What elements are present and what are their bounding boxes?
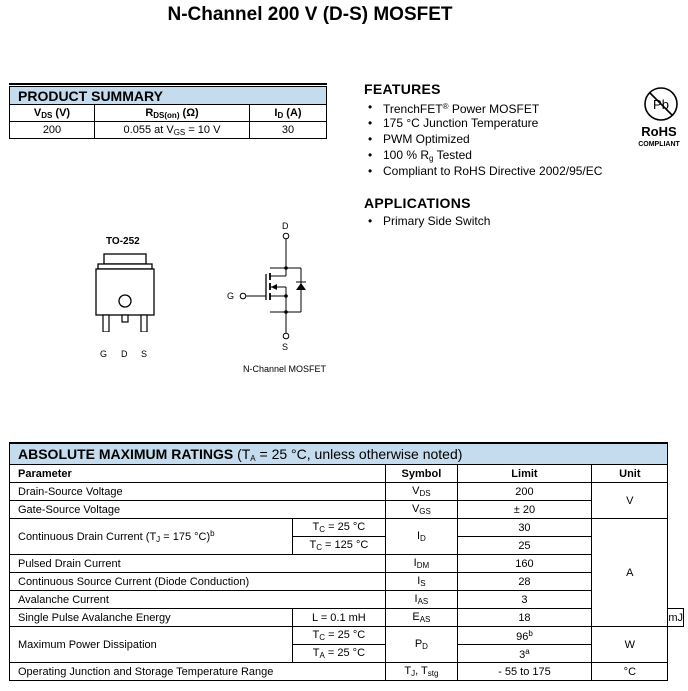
table-cell: Continuous Source Current (Diode Conduction) bbox=[10, 573, 386, 591]
table-row bbox=[10, 663, 684, 681]
table-cell: V bbox=[592, 483, 668, 519]
table-cell: - 55 to 175 bbox=[457, 663, 592, 681]
table-cell: $I_{AS}$ bbox=[386, 591, 457, 609]
table-cell: 160 bbox=[457, 555, 592, 573]
applications-heading: APPLICATIONS bbox=[364, 195, 471, 211]
gate-label: G bbox=[227, 291, 235, 301]
col-parameter: Parameter bbox=[10, 465, 386, 483]
table-cell: $P_D$ bbox=[386, 627, 457, 663]
absolute-maximum-ratings-table bbox=[9, 442, 684, 681]
pb-logo-text: Pb bbox=[653, 97, 669, 112]
table-row bbox=[10, 591, 684, 609]
table-row bbox=[10, 573, 684, 591]
table-cell: Operating Junction and Storage Temperature Range bbox=[10, 663, 386, 681]
summary-top-rule bbox=[9, 83, 327, 85]
package-name: TO-252 bbox=[106, 236, 140, 247]
table-row bbox=[10, 501, 684, 519]
table-cell: $E_{AS}$ bbox=[386, 609, 457, 627]
table-cell: 3 bbox=[457, 591, 592, 609]
table-cell: 96$^b$ bbox=[457, 627, 592, 645]
applications-list bbox=[364, 213, 490, 229]
table-cell: °C bbox=[592, 663, 668, 681]
table-cell: W bbox=[592, 627, 668, 663]
table-cell: Continuous Drain Current ($T_J = 175$ °C)$^b$ bbox=[10, 519, 293, 555]
table-cell: Avalanche Current bbox=[10, 591, 386, 609]
table-row bbox=[10, 627, 684, 645]
feature-item: • Compliant to RoHS Directive 2002/95/EC bbox=[364, 163, 602, 179]
table-cell: 3$^a$ bbox=[457, 645, 592, 663]
table-cell: 200 bbox=[457, 483, 592, 501]
mosfet-schematic-icon bbox=[238, 232, 318, 344]
table-cell: $T_J$, $T_{stg}$ bbox=[386, 663, 457, 681]
table-cell: A bbox=[592, 519, 668, 627]
pin-s-label: S bbox=[141, 349, 148, 359]
schematic-caption: N-Channel MOSFET bbox=[243, 364, 327, 374]
col-rds: $R_{DS(on)}$ (Ω) bbox=[95, 105, 250, 122]
vds-value: 200 bbox=[10, 122, 95, 139]
features-list bbox=[364, 99, 602, 179]
rds-value: 0.055 at $V_{GS} = 10$ V bbox=[95, 122, 250, 139]
feature-item: • PWM Optimized bbox=[364, 131, 602, 147]
table-row bbox=[10, 555, 684, 573]
rohs-compliant: COMPLIANT bbox=[638, 141, 680, 148]
table-row bbox=[10, 519, 684, 537]
features-heading: FEATURES bbox=[364, 81, 441, 97]
amr-heading: ABSOLUTE MAXIMUM RATINGS ($T_A = 25$ °C, unless otherwise noted) bbox=[10, 443, 668, 465]
table-cell: $T_C = 125$ °C bbox=[292, 537, 386, 555]
table-cell: $V_{GS}$ bbox=[386, 501, 457, 519]
table-cell: 18 bbox=[457, 609, 592, 627]
col-symbol: Symbol bbox=[386, 465, 457, 483]
feature-item: • 100 % $R_g$ Tested bbox=[364, 147, 602, 163]
table-cell: Gate-Source Voltage bbox=[10, 501, 386, 519]
table-cell: $I_{DM}$ bbox=[386, 555, 457, 573]
feature-item: • 175 °C Junction Temperature bbox=[364, 115, 602, 131]
table-cell: $V_{DS}$ bbox=[386, 483, 457, 501]
table-cell: $T_C = 25$ °C bbox=[292, 519, 386, 537]
table-cell: Maximum Power Dissipation bbox=[10, 627, 293, 663]
pb-free-icon bbox=[642, 85, 680, 123]
product-summary-table bbox=[9, 86, 327, 139]
feature-item: • TrenchFET® Power MOSFET bbox=[364, 99, 602, 115]
table-cell: L = 0.1 mH bbox=[292, 609, 386, 627]
table-cell: mJ bbox=[668, 609, 684, 627]
pin-d-label: D bbox=[121, 349, 128, 359]
col-limit: Limit bbox=[457, 465, 592, 483]
to252-package-icon bbox=[92, 252, 158, 332]
application-item: • Primary Side Switch bbox=[364, 213, 490, 229]
source-label: S bbox=[282, 342, 289, 352]
table-cell: Pulsed Drain Current bbox=[10, 555, 386, 573]
id-value: 30 bbox=[250, 122, 327, 139]
page-title: N-Channel 200 V (D-S) MOSFET bbox=[167, 4, 453, 25]
product-summary-heading: PRODUCT SUMMARY bbox=[10, 87, 327, 105]
rohs-label: RoHS bbox=[641, 124, 677, 139]
table-cell: Drain-Source Voltage bbox=[10, 483, 386, 501]
table-row bbox=[10, 609, 684, 627]
table-cell: $I_D$ bbox=[386, 519, 457, 555]
table-cell: $T_C = 25$ °C bbox=[292, 627, 386, 645]
drain-label: D bbox=[282, 221, 289, 231]
table-cell: ± 20 bbox=[457, 501, 592, 519]
table-cell: 25 bbox=[457, 537, 592, 555]
table-cell: Single Pulse Avalanche Energy bbox=[10, 609, 293, 627]
table-cell: $T_A = 25$ °C bbox=[292, 645, 386, 663]
table-cell: 28 bbox=[457, 573, 592, 591]
col-vds: $V_{DS}$ (V) bbox=[10, 105, 95, 122]
col-unit: Unit bbox=[592, 465, 668, 483]
pin-g-label: G bbox=[100, 349, 108, 359]
table-row bbox=[10, 483, 684, 501]
table-cell: 30 bbox=[457, 519, 592, 537]
col-id: $I_D$ (A) bbox=[250, 105, 327, 122]
table-cell: $I_S$ bbox=[386, 573, 457, 591]
